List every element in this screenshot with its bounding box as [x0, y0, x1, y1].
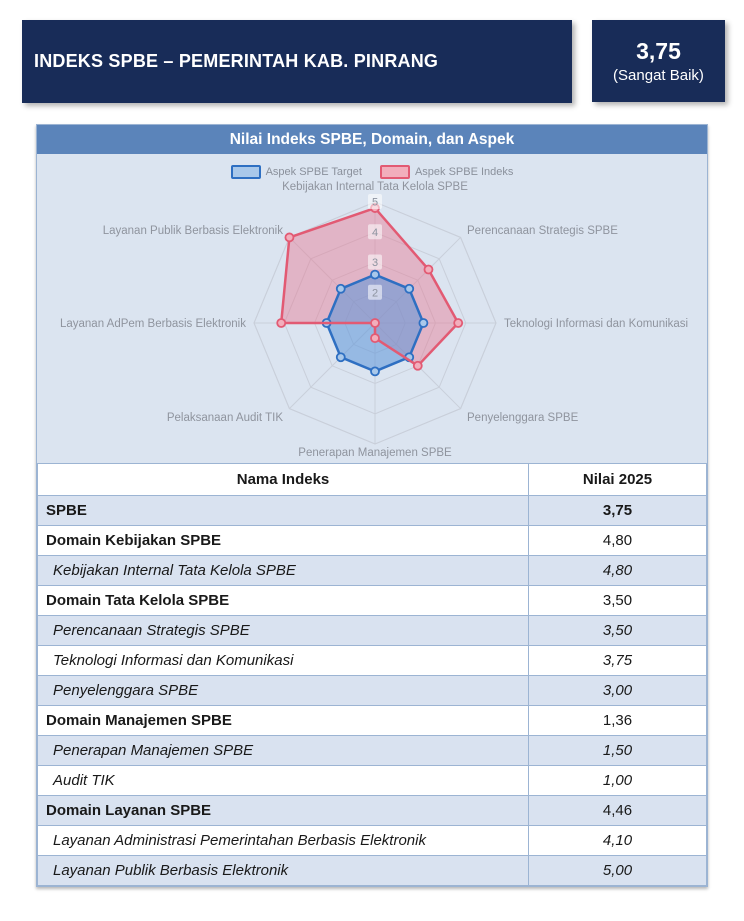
index-name-cell: Domain Tata Kelola SPBE: [38, 586, 529, 616]
index-name-cell: Domain Manajemen SPBE: [38, 706, 529, 736]
spbe-panel: [36, 124, 708, 887]
index-name-cell: Penerapan Manajemen SPBE: [38, 736, 529, 766]
index-value-cell: 1,50: [529, 736, 707, 766]
index-value-cell: 3,75: [529, 496, 707, 526]
index-name-cell: Domain Kebijakan SPBE: [38, 526, 529, 556]
index-name-cell: Domain Layanan SPBE: [38, 796, 529, 826]
table-header-row: [38, 464, 707, 496]
axis-label: Layanan Publik Berbasis Elektronik: [102, 225, 283, 237]
legend-label-target: Aspek SPBE Target: [265, 166, 362, 178]
target-point: [419, 319, 427, 327]
index-name-cell: Layanan Administrasi Pemerintahan Berbasis Elektronik: [38, 826, 529, 856]
spbe-score-value: 3,75: [636, 37, 681, 64]
axis-label: Layanan AdPem Berbasis Elektronik: [59, 318, 246, 330]
legend-item-indeks[interactable]: [380, 165, 513, 179]
index-value-cell: 5,00: [529, 856, 707, 886]
report-header-bar: [22, 20, 572, 103]
index-value-cell: 3,50: [529, 616, 707, 646]
legend-item-target[interactable]: [231, 165, 362, 179]
target-point: [337, 353, 345, 361]
indeks-point: [371, 334, 379, 342]
tick-label: 4: [371, 226, 379, 239]
spbe-score-box: [592, 20, 725, 102]
indeks-point: [285, 233, 293, 241]
spbe-score-category: (Sangat Baik): [613, 66, 704, 84]
indeks-point: [371, 319, 379, 327]
axis-label: Kebijakan Internal Tata Kelola SPBE: [282, 181, 468, 193]
tick-label: 2: [371, 287, 379, 300]
table-row: [38, 796, 707, 826]
axis-label: Perencanaan Strategis SPBE: [467, 225, 618, 237]
index-name-cell: SPBE: [38, 496, 529, 526]
legend-label-indeks: Aspek SPBE Indeks: [414, 166, 514, 178]
index-name-cell: Kebijakan Internal Tata Kelola SPBE: [38, 556, 529, 586]
table-row: [38, 676, 707, 706]
index-value-cell: 3,75: [529, 646, 707, 676]
target-point: [371, 367, 379, 375]
index-value-cell: 3,00: [529, 676, 707, 706]
radar-chart-area: [37, 154, 707, 463]
indeks-series-swatch-icon: [380, 165, 410, 179]
chart-legend: [37, 165, 707, 179]
target-point: [371, 271, 379, 279]
table-row: [38, 736, 707, 766]
axis-label: Penerapan Manajemen SPBE: [298, 447, 452, 459]
axis-label: Pelaksanaan Audit TIK: [166, 412, 283, 424]
target-point: [337, 285, 345, 293]
table-row: [38, 766, 707, 796]
index-value-cell: 1,36: [529, 706, 707, 736]
page-title: INDEKS SPBE – PEMERINTAH KAB. PINRANG: [34, 51, 439, 71]
column-header-name: Nama Indeks: [38, 464, 529, 496]
table-row: [38, 586, 707, 616]
table-row: [38, 496, 707, 526]
indeks-point: [414, 362, 422, 370]
table-row: [38, 526, 707, 556]
index-value-cell: 4,80: [529, 526, 707, 556]
indeks-point: [454, 319, 462, 327]
index-value-cell: 3,50: [529, 586, 707, 616]
target-point: [405, 285, 413, 293]
index-value-cell: 4,10: [529, 826, 707, 856]
table-row: [38, 616, 707, 646]
index-table: [37, 463, 707, 886]
indeks-point: [424, 266, 432, 274]
index-name-cell: Layanan Publik Berbasis Elektronik: [38, 856, 529, 886]
index-name-cell: Audit TIK: [38, 766, 529, 796]
radar-chart: [37, 154, 707, 463]
index-name-cell: Penyelenggara SPBE: [38, 676, 529, 706]
index-value-cell: 4,46: [529, 796, 707, 826]
table-row: [38, 826, 707, 856]
table-row: [38, 856, 707, 886]
index-name-cell: Perencanaan Strategis SPBE: [38, 616, 529, 646]
target-series-swatch-icon: [231, 165, 261, 179]
table-row: [38, 706, 707, 736]
tick-label: 5: [371, 196, 379, 209]
tick-label: 3: [371, 257, 379, 269]
index-value-cell: 4,80: [529, 556, 707, 586]
column-header-value: Nilai 2025: [529, 464, 707, 496]
axis-label: Penyelenggara SPBE: [467, 412, 579, 424]
axis-label: Teknologi Informasi dan Komunikasi: [504, 318, 689, 330]
table-row: [38, 556, 707, 586]
indeks-point: [277, 319, 285, 327]
chart-title: Nilai Indeks SPBE, Domain, dan Aspek: [37, 125, 707, 154]
index-value-cell: 1,00: [529, 766, 707, 796]
table-row: [38, 646, 707, 676]
table-body: [38, 496, 707, 886]
index-name-cell: Teknologi Informasi dan Komunikasi: [38, 646, 529, 676]
